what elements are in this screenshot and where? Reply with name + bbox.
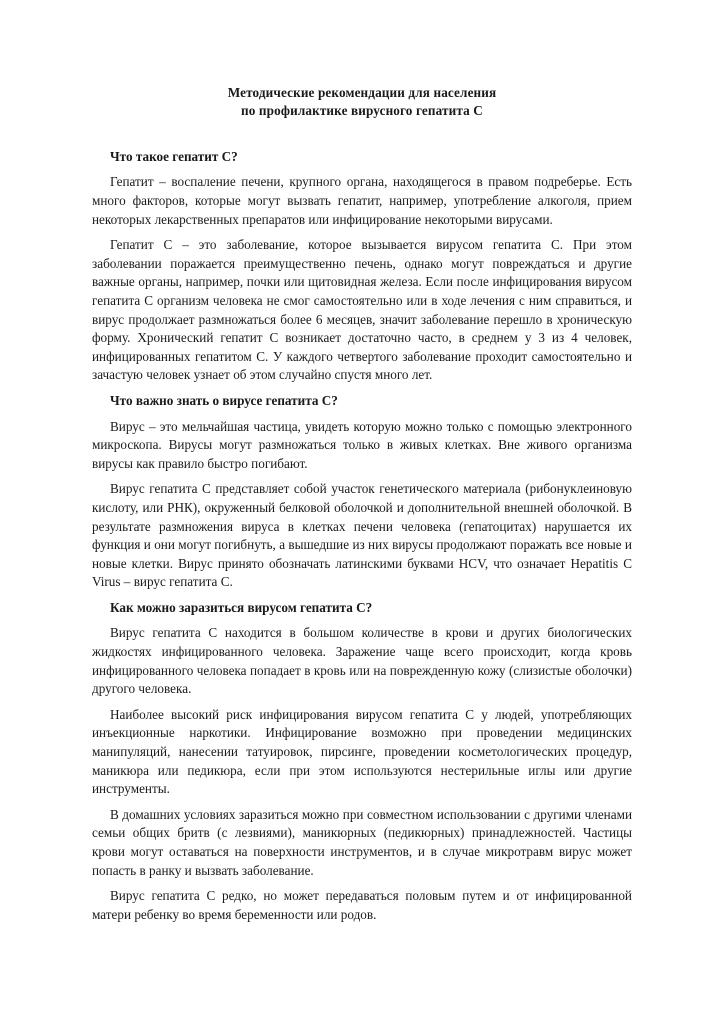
section-heading-what-to-know-about-virus: Что важно знать о вирусе гепатита С? (110, 392, 338, 408)
document-title-line-2: по профилактике вирусного гепатита С (241, 103, 483, 119)
spacer-after-heading-3 (92, 617, 632, 624)
spacer-after-heading-1 (92, 166, 632, 173)
paragraph: Вирус гепатита С находится в большом количестве в крови и других биологических жидкостях инфицированного человека. Заражение чаще всего происходит, когда кровь инфицированного человека попадает в кровь или на поврежденную кожу (слизистые оболочки) другого человека. (92, 625, 632, 697)
section-heading-what-is-hepatitis-c: Что такое гепатит С? (110, 148, 238, 164)
paragraph: Вирус гепатита С представляет собой участок генетического материала (рибонуклеиновую кислоту, или РНК), окруженный белковой оболочкой и дополнительной внешней оболочкой. В результате размножения вируса в клетках печени человека (гепатоцитах) нарушается их функция и они могут погибнуть, а вышедшие из них вирусы продолжают поражать все новые и новые клетки. Вирус принято обозначать латинскими буквами HCV, что означает Hepatitis C Virus – вирус гепатита С. (92, 481, 632, 590)
spacer-paragraph (92, 699, 632, 706)
spacer-paragraph (92, 473, 632, 480)
paragraph: В домашних условиях заразиться можно при совместном использовании с другими членами семьи общих бритв (с лезвиями), маникюрных (педикюрных) принадлежностей. Частицы крови могут оставаться на поверхности инструментов, и в случае микротравм вирус может попасть в ранку и вызвать заболевание. (92, 806, 632, 878)
spacer-title (92, 121, 632, 148)
paragraph: Гепатит – воспаление печени, крупного органа, находящегося в правом подреберье. Есть много факторов, которые могут вызвать гепатит, например, употребление алкоголя, прием некоторых лекарственных препаратов или инфицирование некоторыми вирусами. (92, 174, 632, 227)
paragraph: Вирус гепатита С редко, но может передаваться половым путем и от инфицированной матери ребенку во время беременности или родов. (92, 888, 632, 922)
paragraph: Вирус – это мельчайшая частица, увидеть которую можно только с помощью электронного микроскопа. Вирусы могут размножаться только в живых клетках. Вне живого организма вирусы как правило быстро погибают. (92, 418, 632, 471)
paragraph: Наиболее высокий риск инфицирования вирусом гепатита С у людей, употребляющих инъекционные наркотики. Инфицирование возможно при проведении медицинских манипуляций, нанесении татуировок, пирсинге, проведении косметологических процедур, маникюра или педикюра, если при этом используются нестерильные иглы или другие инструменты. (92, 706, 632, 797)
spacer-after-heading-2 (92, 411, 632, 418)
document-title (92, 84, 632, 121)
spacer-paragraph (92, 880, 632, 887)
document-title-line-1: Методические рекомендации для населения (227, 85, 497, 100)
spacer-paragraph (92, 799, 632, 806)
spacer-before-heading-2 (92, 385, 632, 392)
section-heading-how-to-get-infected: Как можно заразиться вирусом гепатита С? (110, 599, 373, 615)
spacer-before-heading-3 (92, 592, 632, 599)
spacer-paragraph (92, 229, 632, 236)
paragraph: Гепатит С – это заболевание, которое вызывается вирусом гепатита С. При этом заболевании поражается преимущественно печень, однако могут повреждаться и другие важные органы, например, почки или щитовидная железа. Если после инфицирования вирусом гепатита С организм человека не смог самостоятельно или в ходе лечения с ним справиться, и вирус продолжает размножаться более 6 месяцев, значит заболевание перешло в хроническую форму. Хронический гепатит С возникает достаточно часто, в среднем у 3 из 4 человек, инфицированных гепатитом С. У каждого четвертого заболевание проходит самостоятельно и зачастую человек узнает об этом случайно спустя много лет. (92, 237, 632, 383)
document-body (92, 84, 632, 924)
